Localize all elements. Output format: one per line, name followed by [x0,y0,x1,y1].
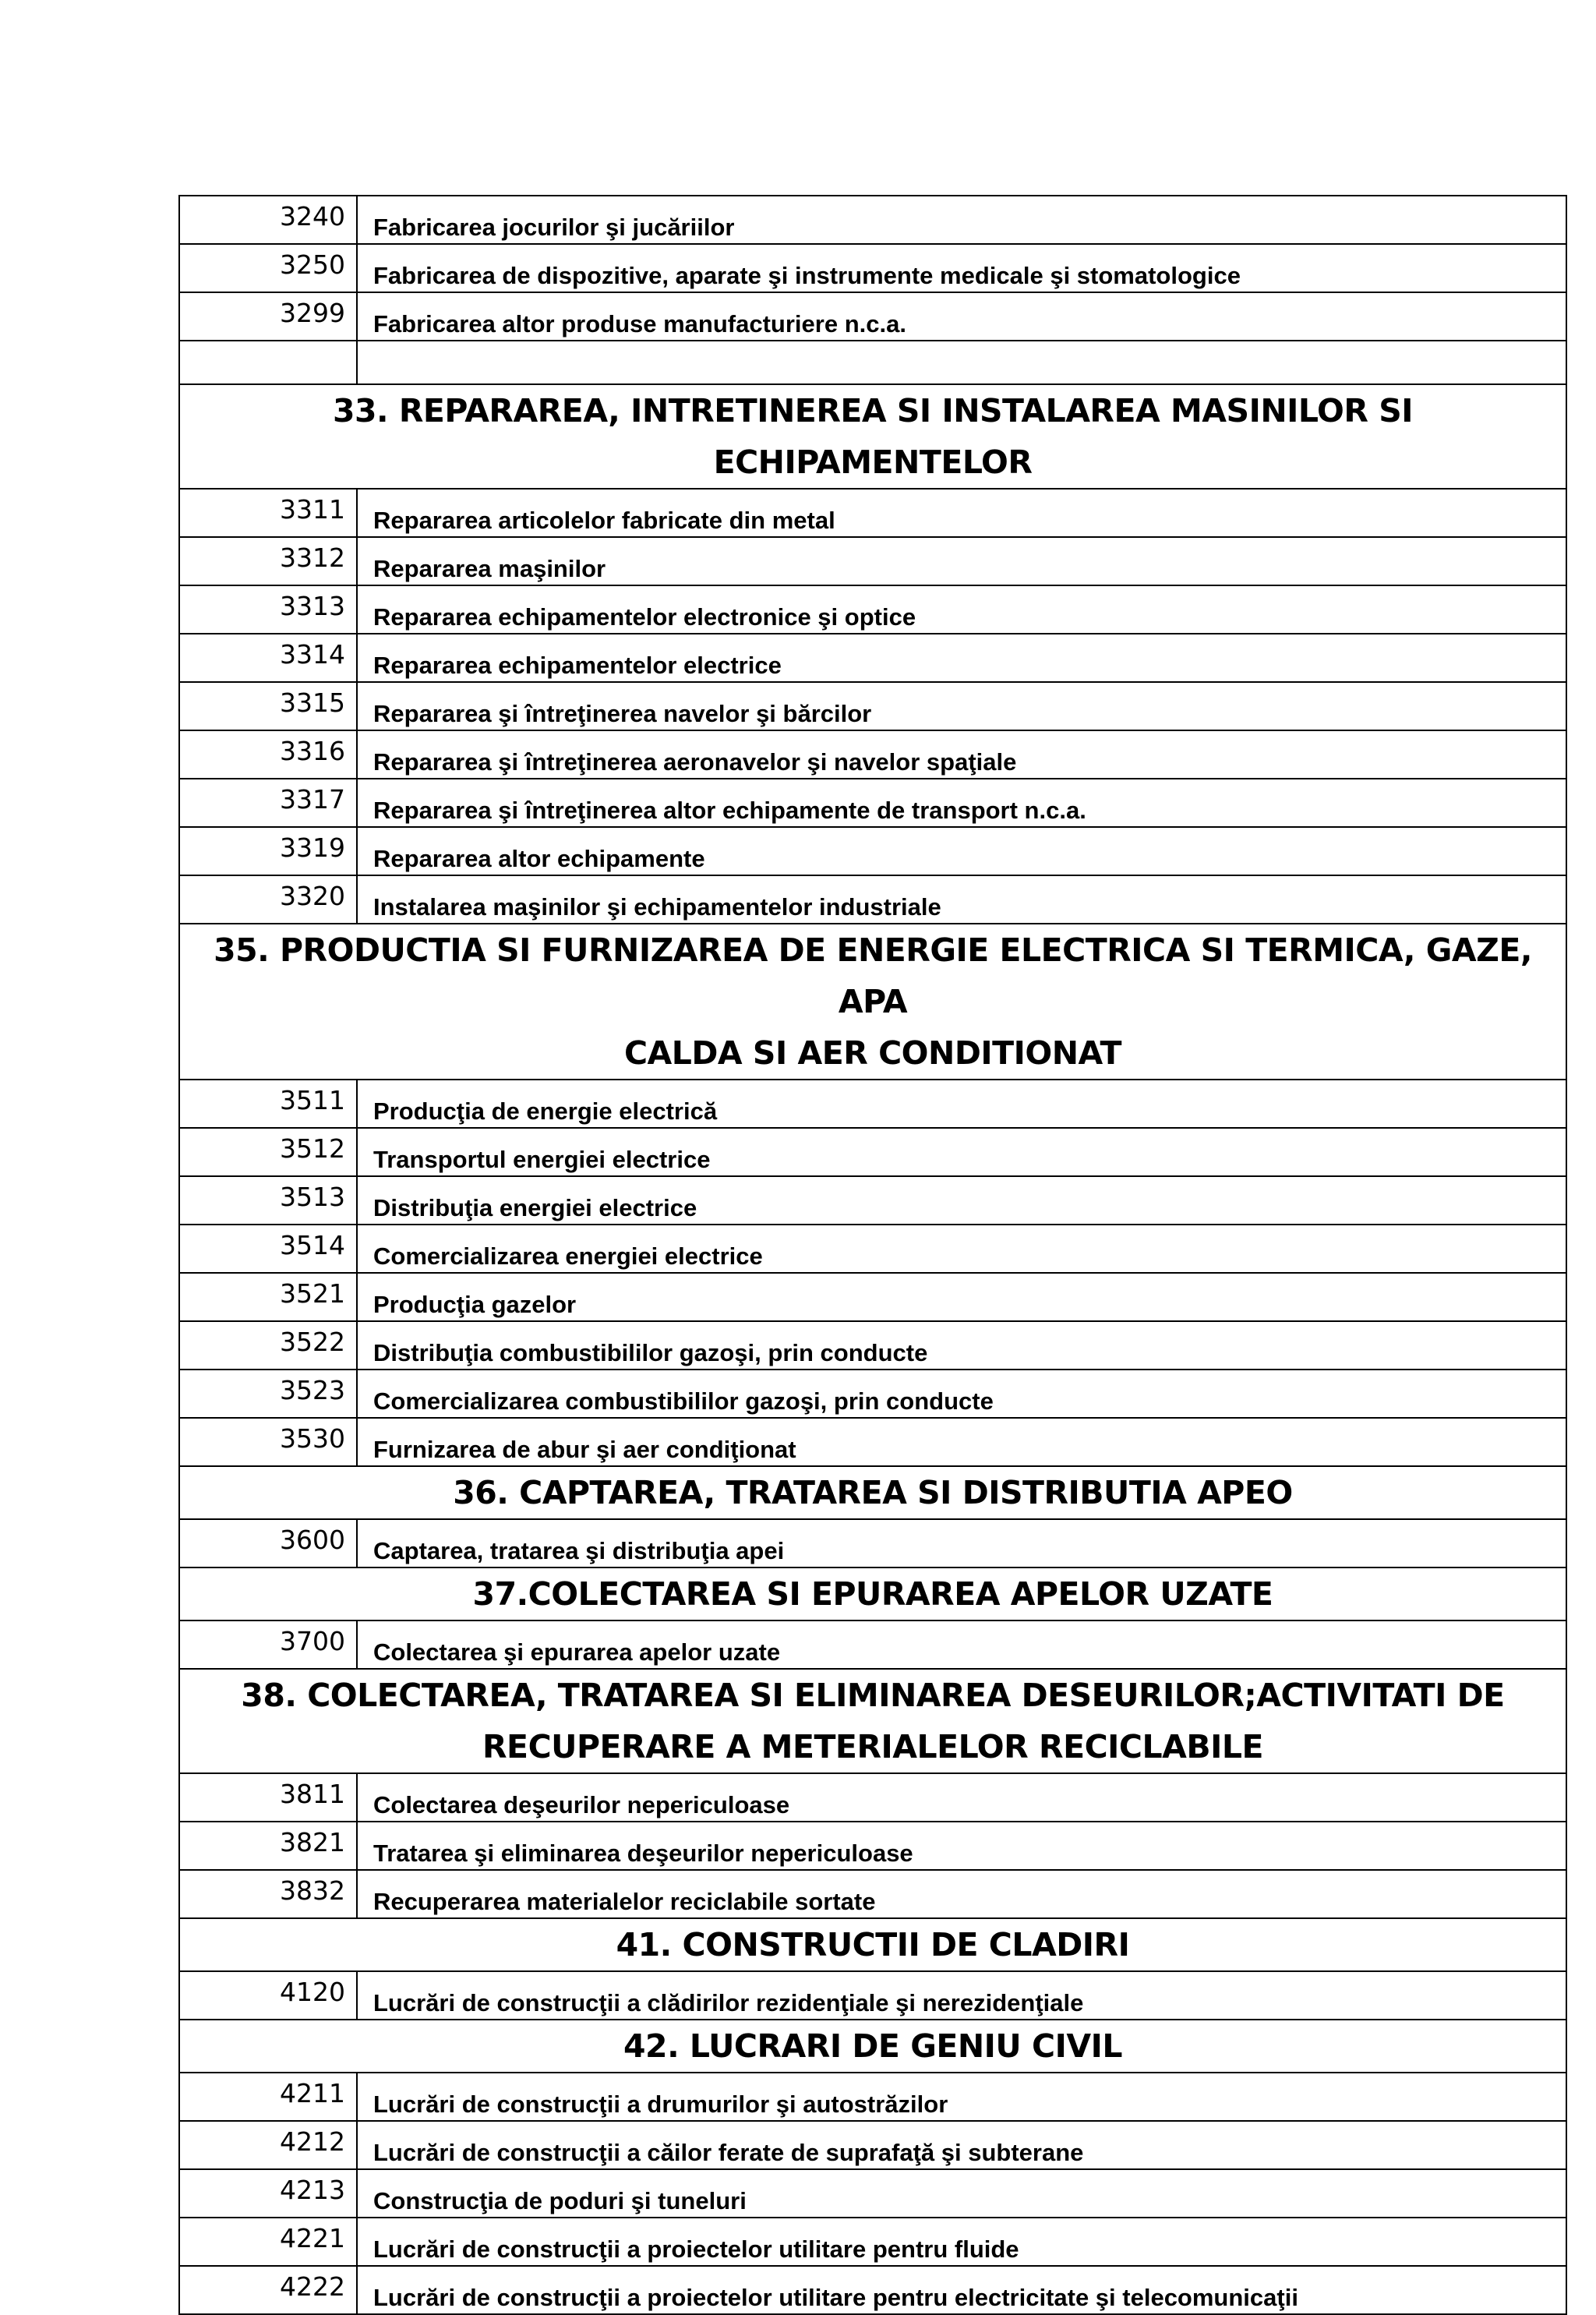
section-header-row [179,384,1566,489]
table-row [179,2073,1566,2121]
activity-description: Colectarea deşeurilor nepericuloase [357,1773,1566,1822]
section-header-row [179,2020,1566,2073]
table-row [179,1370,1566,1418]
table-row [179,585,1566,634]
activity-description: Lucrări de construcţii a clădirilor rezidenţiale şi nerezidenţiale [357,1971,1566,2020]
caen-code: 3600 [179,1519,357,1567]
caen-code: 3521 [179,1273,357,1321]
activity-description: Furnizarea de abur şi aer condiţionat [357,1418,1566,1466]
caen-code: 3319 [179,827,357,875]
activity-description: Fabricarea de dispozitive, aparate şi instrumente medicale şi stomatologice [357,244,1566,292]
caen-code: 3317 [179,779,357,827]
caen-table-body [179,196,1566,2314]
table-row [179,634,1566,682]
activity-description: Fabricarea jocurilor şi jucăriilor [357,196,1566,244]
activity-description: Repararea şi întreţinerea aeronavelor şi navelor spaţiale [357,730,1566,779]
caen-code: 3250 [179,244,357,292]
table-row [179,196,1566,244]
table-row [179,682,1566,730]
table-row [179,1080,1566,1128]
section-heading [179,924,1566,1080]
caen-code: 3523 [179,1370,357,1418]
section-heading-line: 33. REPARAREA, INTRETINEREA SI INSTALAREA MASINILOR SI ECHIPAMENTELOR [332,392,1414,481]
section-heading-line: 36. CAPTAREA, TRATAREA SI DISTRIBUTIA APEO [453,1474,1293,1511]
activity-description: Lucrări de construcţii a drumurilor şi autostrăzilor [357,2073,1566,2121]
section-heading [179,384,1566,489]
empty-row [179,341,1566,384]
caen-code: 3700 [179,1620,357,1669]
caen-code: 3811 [179,1773,357,1822]
table-row [179,1822,1566,1870]
section-heading-line: 35. PRODUCTIA SI FURNIZAREA DE ENERGIE ELECTRICA SI TERMICA, GAZE, APA [214,931,1532,1020]
table-row [179,1321,1566,1370]
activity-description: Distribuţia energiei electrice [357,1176,1566,1225]
activity-description: Repararea maşinilor [357,537,1566,585]
activity-description: Repararea articolelor fabricate din metal [357,489,1566,537]
empty-cell [179,341,357,384]
activity-description: Repararea echipamentelor electrice [357,634,1566,682]
section-header-row [179,1466,1566,1519]
caen-code: 4211 [179,2073,357,2121]
caen-code: 4222 [179,2266,357,2314]
table-row [179,489,1566,537]
section-heading-line: CALDA SI AER CONDITIONAT [623,1034,1122,1072]
section-heading-line: 37.COLECTAREA SI EPURAREA APELOR UZATE [472,1575,1273,1613]
table-row [179,2218,1566,2266]
table-row [179,2121,1566,2169]
activity-description: Captarea, tratarea şi distribuţia apei [357,1519,1566,1567]
table-row [179,537,1566,585]
table-row [179,292,1566,341]
activity-description: Recuperarea materialelor reciclabile sortate [357,1870,1566,1918]
caen-code: 3320 [179,875,357,924]
table-row [179,2266,1566,2314]
caen-code: 3832 [179,1870,357,1918]
activity-description: Instalarea maşinilor şi echipamentelor industriale [357,875,1566,924]
caen-code: 3240 [179,196,357,244]
table-row [179,1773,1566,1822]
table-row [179,1620,1566,1669]
activity-description: Producţia de energie electrică [357,1080,1566,1128]
section-heading-line: 38. COLECTAREA, TRATAREA SI ELIMINAREA DESEURILOR;ACTIVITATI DE [241,1677,1505,1714]
activity-description: Colectarea şi epurarea apelor uzate [357,1620,1566,1669]
section-heading [179,1466,1566,1519]
activity-description: Fabricarea altor produse manufacturiere n.c.a. [357,292,1566,341]
caen-code: 3513 [179,1176,357,1225]
activity-description: Lucrări de construcţii a căilor ferate de suprafaţă şi subterane [357,2121,1566,2169]
activity-description: Repararea şi întreţinerea altor echipamente de transport n.c.a. [357,779,1566,827]
section-heading-line: 42. LUCRARI DE GENIU CIVIL [623,2027,1122,2065]
caen-code: 4221 [179,2218,357,2266]
caen-code: 3299 [179,292,357,341]
caen-code: 4120 [179,1971,357,2020]
caen-codes-table [178,195,1567,2315]
caen-code: 3522 [179,1321,357,1370]
activity-description: Distribuţia combustibililor gazoşi, prin conducte [357,1321,1566,1370]
section-header-row [179,924,1566,1080]
activity-description: Lucrări de construcţii a proiectelor utilitare pentru electricitate şi telecomunicaţii [357,2266,1566,2314]
section-heading [179,2020,1566,2073]
activity-description: Lucrări de construcţii a proiectelor utilitare pentru fluide [357,2218,1566,2266]
activity-description: Repararea şi întreţinerea navelor şi bărcilor [357,682,1566,730]
section-heading [179,1567,1566,1620]
table-row [179,1176,1566,1225]
activity-description: Comercializarea energiei electrice [357,1225,1566,1273]
caen-code: 4212 [179,2121,357,2169]
table-row [179,875,1566,924]
caen-code: 3314 [179,634,357,682]
caen-code: 3311 [179,489,357,537]
section-heading [179,1918,1566,1971]
table-row [179,2169,1566,2218]
table-row [179,1225,1566,1273]
table-row [179,244,1566,292]
table-row [179,1128,1566,1176]
caen-code: 3312 [179,537,357,585]
caen-code: 3512 [179,1128,357,1176]
caen-code: 3821 [179,1822,357,1870]
activity-description: Transportul energiei electrice [357,1128,1566,1176]
caen-code: 3316 [179,730,357,779]
table-row [179,1273,1566,1321]
section-heading-line: 41. CONSTRUCTII DE CLADIRI [616,1926,1130,1963]
caen-code: 3530 [179,1418,357,1466]
section-heading-line: RECUPERARE A METERIALELOR RECICLABILE [482,1728,1263,1765]
activity-description: Construcţia de poduri şi tuneluri [357,2169,1566,2218]
empty-cell [357,341,1566,384]
section-header-row [179,1669,1566,1773]
activity-description: Producţia gazelor [357,1273,1566,1321]
table-row [179,1971,1566,2020]
activity-description: Repararea altor echipamente [357,827,1566,875]
caen-code: 3315 [179,682,357,730]
section-header-row [179,1567,1566,1620]
activity-description: Repararea echipamentelor electronice şi optice [357,585,1566,634]
caen-code: 3313 [179,585,357,634]
table-row [179,1418,1566,1466]
caen-code: 3511 [179,1080,357,1128]
table-row [179,1519,1566,1567]
caen-code: 4213 [179,2169,357,2218]
activity-description: Comercializarea combustibililor gazoşi, prin conducte [357,1370,1566,1418]
activity-description: Tratarea şi eliminarea deşeurilor nepericuloase [357,1822,1566,1870]
table-row [179,730,1566,779]
section-heading [179,1669,1566,1773]
table-row [179,1870,1566,1918]
table-row [179,827,1566,875]
table-row [179,779,1566,827]
section-header-row [179,1918,1566,1971]
caen-code: 3514 [179,1225,357,1273]
